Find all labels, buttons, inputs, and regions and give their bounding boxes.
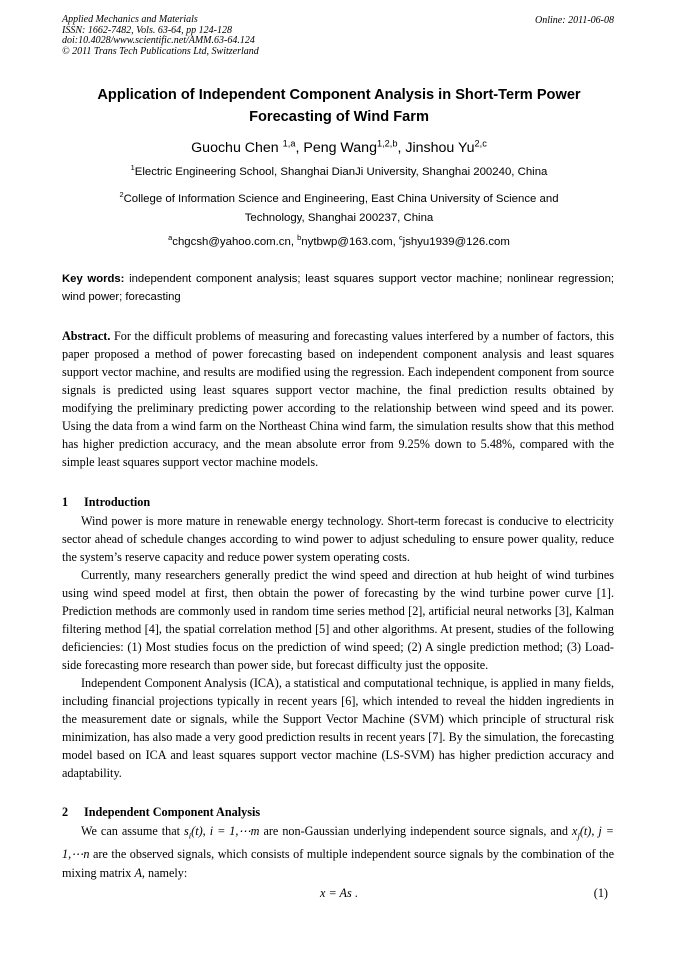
affiliation-marker: 2: [119, 190, 124, 200]
email-marker: a: [168, 233, 173, 243]
paper-title: [60, 84, 618, 128]
text-run: , namely:: [141, 866, 188, 881]
email-address: nytbwp@163.com,: [301, 236, 399, 248]
math-matrix-a: A: [134, 866, 142, 881]
section-heading-ica: [62, 805, 260, 820]
author-list: [60, 140, 618, 156]
email-list: [60, 233, 618, 252]
copyright-line: © 2011 Trans Tech Publications Ltd, Switzerland: [62, 45, 259, 57]
author-affiliation-marker: 1,2,b: [376, 138, 398, 149]
math-symbol: x: [572, 824, 578, 838]
keywords: [62, 270, 614, 306]
affiliation-text: Technology, Shanghai 200237, China: [244, 212, 434, 224]
text-run: We can assume that: [81, 824, 185, 838]
online-date: Online: 2011-06-08: [535, 15, 614, 26]
math-symbol: s: [184, 824, 189, 838]
email-marker: c: [398, 233, 403, 243]
keywords-label: Key words:: [62, 273, 125, 285]
affiliation-1: [60, 163, 618, 182]
ica-body: [62, 822, 614, 883]
author-name: , Jinshou Yu: [397, 140, 475, 156]
section-title: Independent Component Analysis: [84, 805, 261, 819]
affiliation-text: Electric Engineering School, Shanghai DianJi University, Shanghai 200240, China: [134, 166, 548, 178]
introduction-body: [62, 512, 614, 782]
affiliation-2: [60, 190, 618, 228]
affiliation-text: College of Information Science and Engineering, East China University of Science and: [123, 193, 559, 205]
author-name: Guochu Chen: [191, 140, 283, 156]
journal-name: Applied Mechanics and Materials: [62, 14, 198, 25]
email-marker: b: [297, 233, 302, 243]
section-heading-introduction: [62, 495, 150, 510]
email-address: chgcsh@yahoo.com.cn,: [172, 236, 298, 248]
author-name: , Peng Wang: [295, 140, 377, 156]
equation-expression: [320, 886, 358, 901]
equation-number: (1): [593, 886, 608, 900]
section-number: 2: [62, 805, 69, 819]
paragraph: [62, 822, 614, 883]
text-run: are non-Gaussian underlying independent source signals, and: [259, 824, 573, 838]
title-line-2: Forecasting of Wind Farm: [249, 109, 429, 125]
journal-header: [62, 15, 259, 57]
keywords-text: independent component analysis; least squares support vector machine; nonlinear regression; wind power; forecasting: [62, 273, 614, 303]
issn-line: ISSN: 1662-7482, Vols. 63-64, pp 124-128: [62, 24, 232, 36]
email-address: jshyu1939@126.com: [402, 236, 510, 248]
section-number: 1: [62, 495, 69, 509]
math-expression: (t), j = 1,⋯n: [62, 824, 614, 862]
abstract-text: For the difficult problems of measuring and forecasting values interfered by a number of factors, this paper proposed a method of power forecasting based on independent component analysis and least squares support vector machine, and results are modified using the regression. Each independent component from source signals is predicted using least squares support vector machine, the final prediction results obtained by modifying the preliminary predicting power according to the relationship between wind speed and its power. Using the data from a wind farm on the Northeast China wind farm, the simulation results show that this method has higher prediction accuracy, and the mean absolute error from 9.25% down to 5.48%, compared with the simple least squares support vector machine models.: [62, 329, 614, 469]
abstract: [62, 327, 614, 471]
equation-text: x = As: [320, 886, 352, 900]
math-s-i: [184, 824, 260, 841]
text-run: are the observed signals, which consists of multiple independent source signals by the combination of the mixing matrix: [62, 847, 614, 881]
author-affiliation-marker: 2,c: [474, 138, 487, 149]
equation-period: .: [351, 886, 358, 900]
section-title: Introduction: [84, 495, 151, 509]
paragraph: Independent Component Analysis (ICA), a statistical and computational technique, is applied in many fields, including financial projections typically in recent years [6], which intended to reveal the hidden ingredients in the measurement date or signals, while the Support Vector Machine (SVM) which principle of structural risk minimization, has also made a very good prediction results in recent years [7]. By the simulation, the forecasting model based on ICA and least squares support vector machine (LS-SVM) has higher prediction accuracy and adaptability.: [62, 676, 614, 780]
paragraph: Wind power is more mature in renewable energy technology. Short-term forecast is conducive to electricity sector ahead of schedule changes according to wind power to adjust scheduling to ensure power quality, reduce the system’s reserve capacity and reduce power system operating costs.: [62, 514, 614, 564]
math-subscript: i: [188, 830, 192, 841]
math-subscript: j: [577, 830, 580, 841]
affiliation-marker: 1: [130, 163, 135, 173]
paragraph: Currently, many researchers generally predict the wind speed and direction at hub height of wind turbines using wind speed model at first, then obtain the power of forecasting by the wind turbine power curve [1]. Prediction methods are commonly used in random time series method [2], artificial neural networks [3], Kalman filtering method [4], the spatial correlation method [5] and other algorithms. At present, studies of the following deficiencies: (1) Most studies focus on the prediction of wind speed; (2) A single prediction method; (3) Load-side forecasting more research than power side, but forecast difficulty just the opposite.: [62, 568, 614, 672]
math-expression: (t), i = 1,⋯m: [191, 824, 260, 838]
title-line-1: Application of Independent Component Analysis in Short-Term Power: [97, 87, 581, 103]
author-affiliation-marker: 1,a: [282, 138, 296, 149]
doi-line: doi:10.4028/www.scientific.net/AMM.63-64.124: [62, 35, 255, 46]
abstract-label: Abstract.: [62, 329, 111, 343]
